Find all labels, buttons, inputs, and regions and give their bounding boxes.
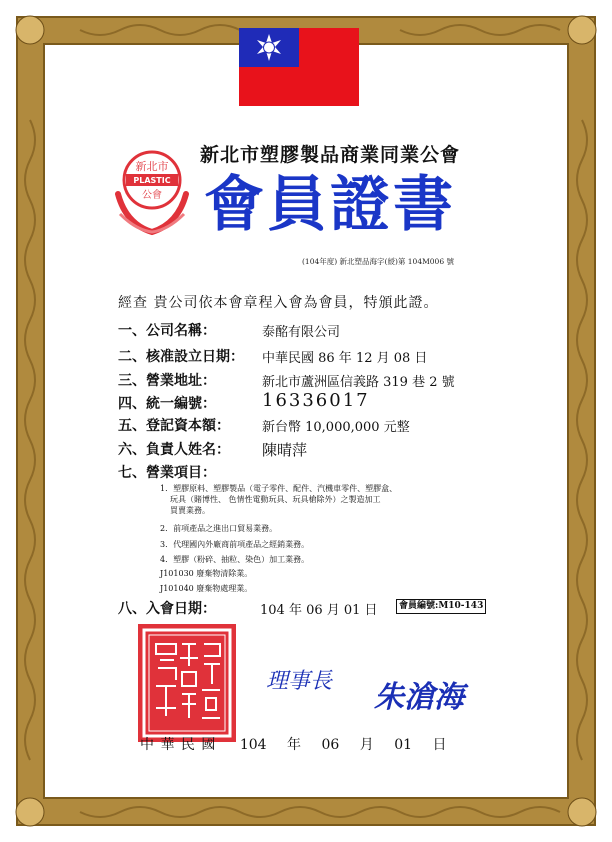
logo-band-text: PLASTIC — [133, 176, 171, 185]
certificate-title: 會員證書 — [204, 170, 456, 240]
logo-bottom-text: 公會 — [142, 190, 162, 201]
company-name-label: 一、公司名稱： — [118, 323, 216, 339]
date-char: 華 — [160, 737, 175, 753]
chairman-title: 理事長 — [266, 669, 333, 694]
capital-label: 五、登記資本額： — [118, 418, 230, 434]
representative-label: 六、負責人姓名： — [118, 442, 230, 458]
business-item: 3．代理國內外廠商前項產品之經銷業務。 — [160, 540, 310, 549]
code-item: J101040 廢棄物處理業。 — [160, 584, 253, 593]
date-char: 年 — [287, 737, 301, 753]
date-day: 01 — [394, 737, 413, 753]
join-date-value: 104 年 06 月 01 日 — [260, 603, 378, 618]
address-label: 三、營業地址： — [118, 373, 216, 389]
date-char: 民 — [180, 737, 195, 753]
date-footer — [140, 734, 448, 754]
date-char: 月 — [359, 737, 374, 753]
date-month: 06 — [321, 737, 340, 753]
logo-top-text: 新北市 — [135, 160, 169, 173]
address-value: 新北市蘆洲區信義路 319 巷 2 號 — [262, 375, 455, 390]
company-name-value: 泰酩有限公司 — [262, 325, 341, 340]
date-char: 國 — [201, 737, 216, 753]
date-char: 日 — [432, 737, 447, 753]
seal-pattern — [138, 624, 236, 742]
approval-date-label: 二、核准設立日期： — [118, 349, 244, 365]
join-date-label: 八、入會日期： — [118, 601, 216, 617]
flag-canton — [239, 28, 299, 67]
white-sun-icon — [239, 28, 299, 67]
capital-value: 新台幣 10,000,000 元整 — [262, 420, 410, 435]
document-number: (104年度) 新北塑品海字(綬)第 104M006 號 — [302, 257, 454, 266]
official-seal — [138, 624, 236, 742]
intro-statement: 經查 貴公司依本會章程入會為會員，特頒此證。 — [118, 295, 439, 311]
member-number: 會員編號:M10-143 — [396, 599, 486, 614]
code-item: J101030 廢棄物清除業。 — [160, 569, 253, 578]
date-year: 104 — [239, 737, 267, 753]
representative-value: 陳晴萍 — [262, 441, 308, 459]
business-item: 玩具（賭博性、 色情性電動玩具、玩具槍除外）之製造加工 — [170, 495, 381, 504]
uniform-number-label: 四、統一編號： — [118, 396, 216, 412]
business-items-label: 七、營業項目： — [118, 465, 216, 481]
date-char: 中 — [140, 737, 154, 753]
chairman-name: 朱滄海 — [374, 680, 464, 715]
business-item: 4．塑膠（粉碎、抽粒、染色）加工業務。 — [160, 555, 310, 564]
approval-date-value: 中華民國 86 年 12 月 08 日 — [262, 351, 428, 366]
business-item: 1．塑膠原料、塑膠製品（電子零件、配件、汽機車零件、塑膠盒、 — [160, 484, 398, 493]
business-item: 買賣業務。 — [170, 506, 210, 515]
business-item: 2．前項產品之進出口貿易業務。 — [160, 524, 278, 533]
association-logo — [112, 144, 192, 240]
flag — [239, 28, 359, 106]
uniform-number-value: 16336017 — [262, 390, 370, 411]
association-name: 新北市塑膠製品商業同業公會 — [200, 144, 461, 166]
